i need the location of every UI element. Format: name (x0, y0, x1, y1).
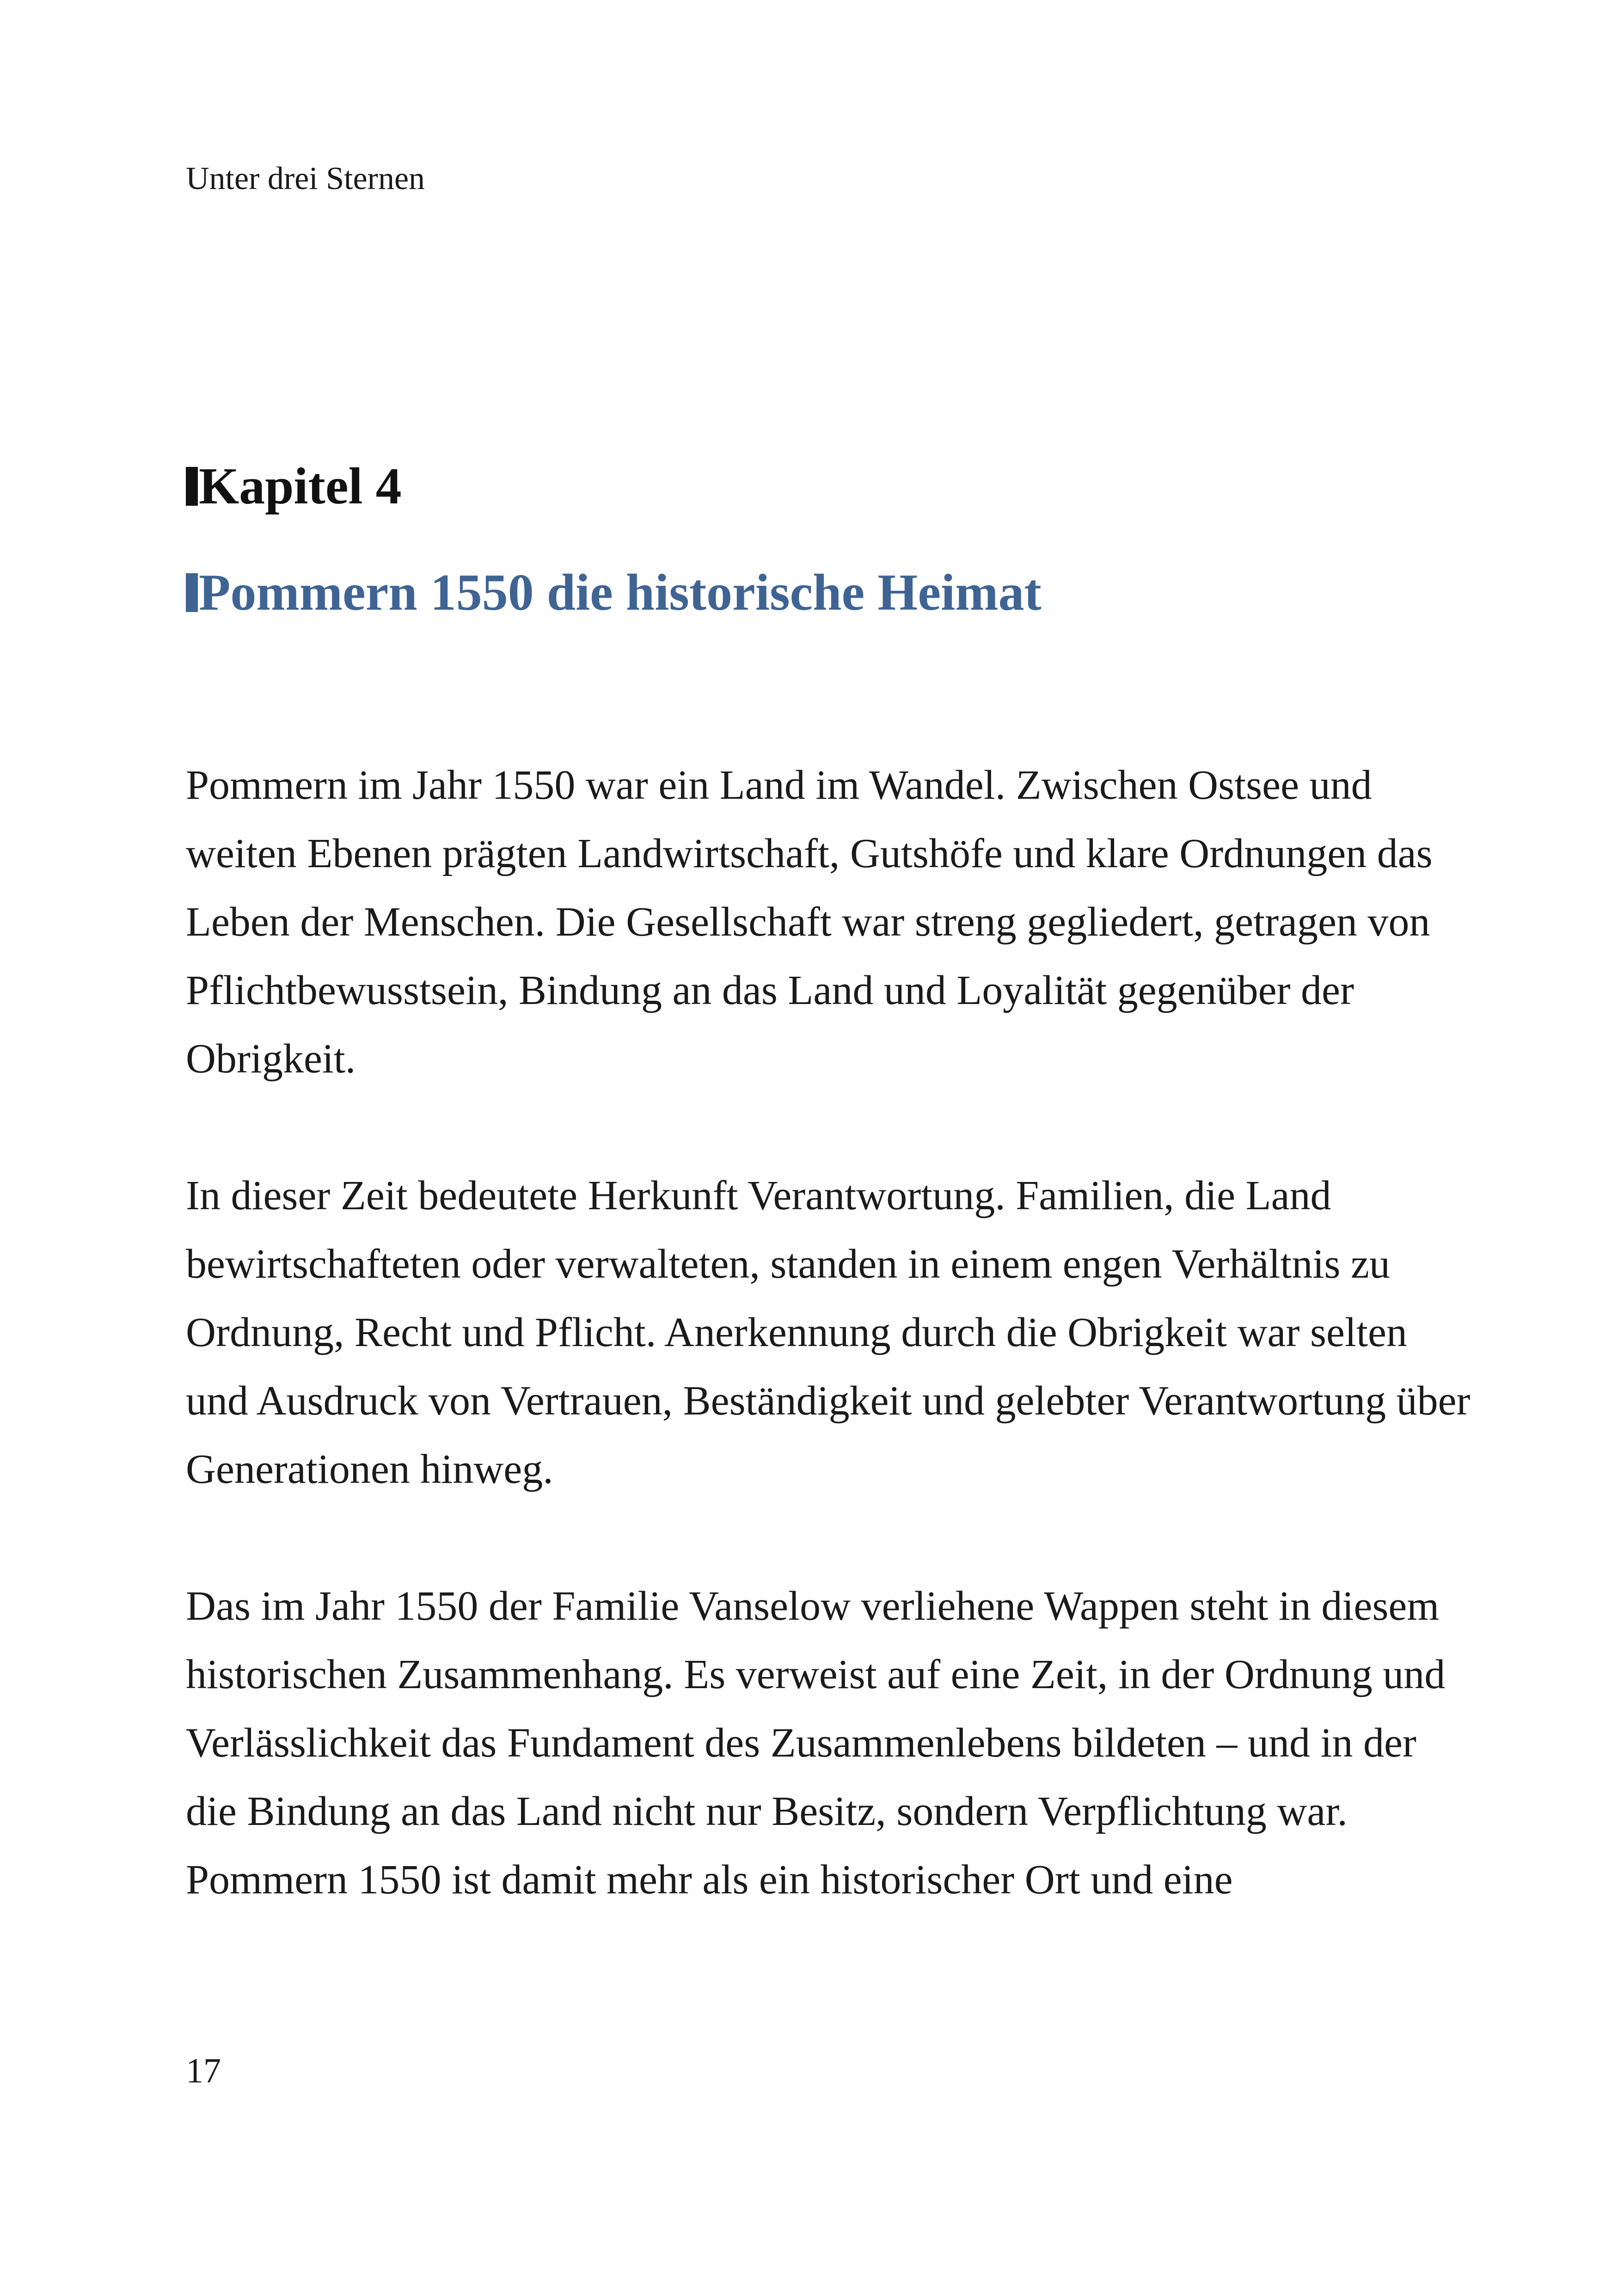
paragraph: Pommern 1550 ist damit mehr als ein historischer Ort und eine (186, 1857, 1233, 1903)
paragraph: Das im Jahr 1550 der Familie Vanselow verliehene Wappen steht in diesem historischen Zusammenhang. Es verweist auf eine Zeit, in der Ordnung und Verlässlichkeit das Fundament des Zusammenlebens bildeten – und in der die Bindung an das Land nicht nur Besitz, sondern Verpflichtung war. (186, 1583, 1446, 1834)
heading-marker (186, 467, 198, 506)
chapter-number-text: Kapitel 4 (199, 458, 402, 515)
chapter-number-heading (186, 455, 402, 517)
running-header: Unter drei Sternen (186, 161, 425, 196)
paragraph: Pommern im Jahr 1550 war ein Land im Wandel. Zwischen Ostsee und weiten Ebenen prägten Landwirtschaft, Gutshöfe und klare Ordnungen das Leben der Menschen. Die Gesellschaft war streng gegliedert, getragen von Pflichtbewusstsein, Bindung an das Land und Loyalität gegenüber der Obrigkeit. (186, 762, 1433, 1082)
heading-marker (186, 573, 198, 612)
body-text (186, 751, 1471, 1914)
chapter-title-heading (186, 562, 1042, 624)
page-number: 17 (186, 2051, 221, 2090)
chapter-title-text: Pommern 1550 die historische Heimat (199, 564, 1042, 621)
paragraph: In dieser Zeit bedeutete Herkunft Verantwortung. Familien, die Land bewirtschafteten oder verwalteten, standen in einem engen Verhältnis zu Ordnung, Recht und Pflicht. Anerkennung durch die Obrigkeit war selten und Ausdruck von Vertrauen, Beständigkeit und gelebter Verantwortung über Generationen hinweg. (186, 1173, 1471, 1492)
